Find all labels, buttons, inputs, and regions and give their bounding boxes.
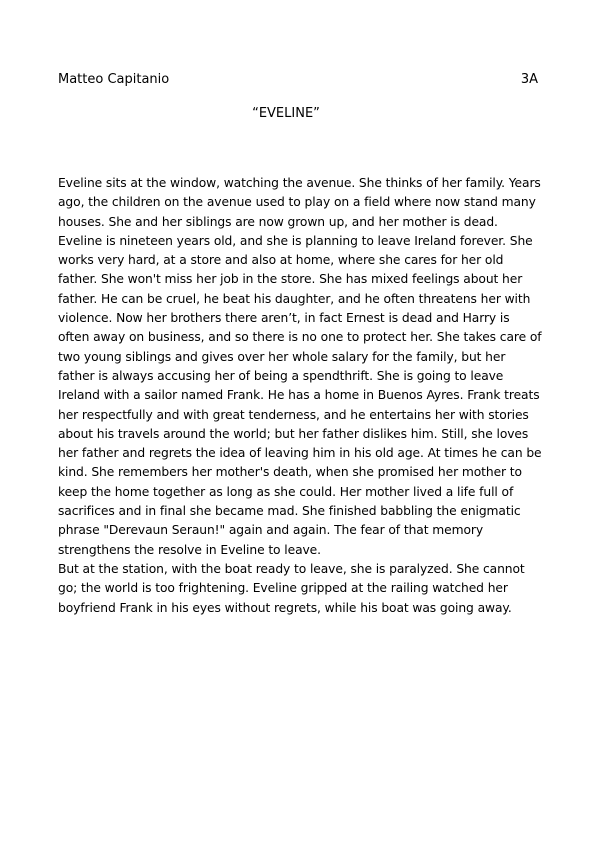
document-title: “EVELINE” bbox=[252, 106, 320, 121]
paragraph-1: Eveline sits at the window, watching the avenue. She thinks of her family. Years ago, the children on the avenue used to play on a field where now stand many houses. She and her siblings are now grown up, and her mother is dead. Eveline is nineteen years old, and she is planning to leave Ireland forever. She works very hard, at a store and also at home, where she cares for her old father. She won't miss her job in the store. She has mixed feelings about her father. He can be cruel, he beat his daughter, and he often threatens her with violence. Now her brothers there aren’t, in fact Ernest is dead and Harry is often away on business, and so there is no one to protect her. She takes care of two young siblings and gives over her whole salary for the family, but her father is always accusing her of being a spendthrift. She is going to leave Ireland with a sailor named Frank. He has a home in Buenos Ayres. Frank treats her respectfully and with great tenderness, and he entertains her with stories about his travels around the world; but her father dislikes him. Still, she loves her father and regrets the idea of leaving him in his old age. At times he can be kind. She remembers her mother's death, when she promised her mother to keep the home together as long as she could. Her mother lived a life full of sacrifices and in final she became mad. She finished babbling the enigmatic phrase "Derevaun Seraun!" again and again. The fear of that memory strengthens the resolve in Eveline to leave. bbox=[58, 176, 542, 557]
author-name: Matteo Capitanio bbox=[58, 72, 170, 87]
paragraph-2: But at the station, with the boat ready to leave, she is paralyzed. She cannot go; the world is too frightening. Eveline gripped at the railing watched her boyfriend Frank in his eyes without regrets, while his boat was going away. bbox=[58, 561, 525, 615]
class-label: 3A bbox=[520, 72, 538, 87]
page-header bbox=[58, 72, 538, 92]
document-body bbox=[58, 174, 542, 618]
